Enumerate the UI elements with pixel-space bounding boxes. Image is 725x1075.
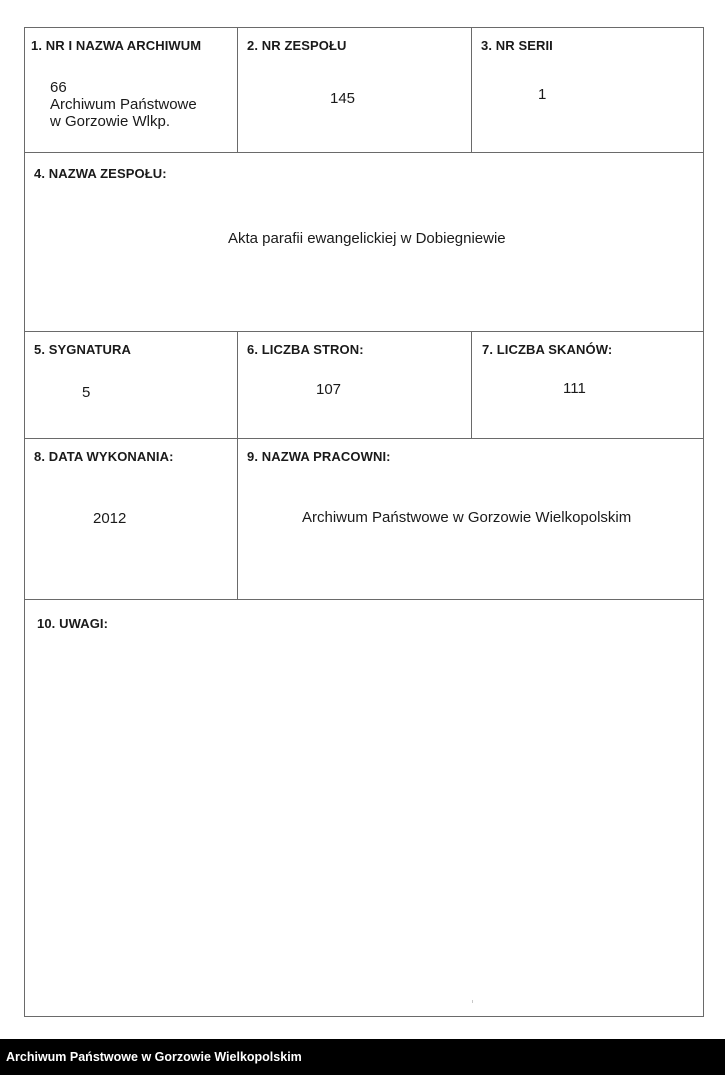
footer-bar: [0, 1039, 725, 1075]
cell-signature: [24, 331, 238, 439]
cell-workshop: [237, 438, 704, 600]
signature-value: 5: [82, 384, 91, 401]
cell-page-count: [237, 331, 472, 439]
archive-label: 1. NR I NAZWA ARCHIWUM: [31, 38, 202, 53]
scan-count-value: 111: [563, 380, 586, 397]
cell-fonds-number: [237, 27, 472, 153]
cell-date: [24, 438, 238, 600]
workshop-value: Archiwum Państwowe w Gorzowie Wielkopolskim: [302, 509, 632, 526]
footer-text: Archiwum Państwowe w Gorzowie Wielkopolskim: [6, 1050, 302, 1064]
cell-series-number: [471, 27, 704, 153]
date-label: 8. DATA WYKONANIA:: [34, 449, 174, 464]
page-count-value: 107: [316, 381, 342, 398]
cell-scan-count: [471, 331, 704, 439]
cell-remarks: [24, 599, 704, 1017]
scan-count-label: 7. LICZBA SKANÓW:: [482, 342, 613, 357]
series-number-value: 1: [538, 86, 547, 103]
fonds-name-value: Akta parafii ewangelickiej w Dobiegniewie: [228, 230, 506, 247]
cell-fonds-name: [24, 152, 704, 332]
scan-speck: [472, 1000, 473, 1003]
fonds-name-label: 4. NAZWA ZESPOŁU:: [34, 166, 167, 181]
date-value: 2012: [93, 510, 127, 527]
fonds-number-label: 2. NR ZESPOŁU: [247, 38, 347, 53]
fonds-number-value: 145: [330, 90, 356, 107]
workshop-label: 9. NAZWA PRACOWNI:: [247, 449, 391, 464]
remarks-label: 10. UWAGI:: [37, 616, 109, 631]
page-count-label: 6. LICZBA STRON:: [247, 342, 364, 357]
series-number-label: 3. NR SERII: [481, 38, 553, 53]
archive-number: 66: [50, 79, 67, 96]
archive-form: [24, 27, 704, 1017]
archive-name-line1: Archiwum Państwowe: [50, 96, 197, 113]
archive-name-line2: w Gorzowie Wlkp.: [50, 113, 171, 130]
cell-archive: [24, 27, 238, 153]
signature-label: 5. SYGNATURA: [34, 342, 132, 357]
